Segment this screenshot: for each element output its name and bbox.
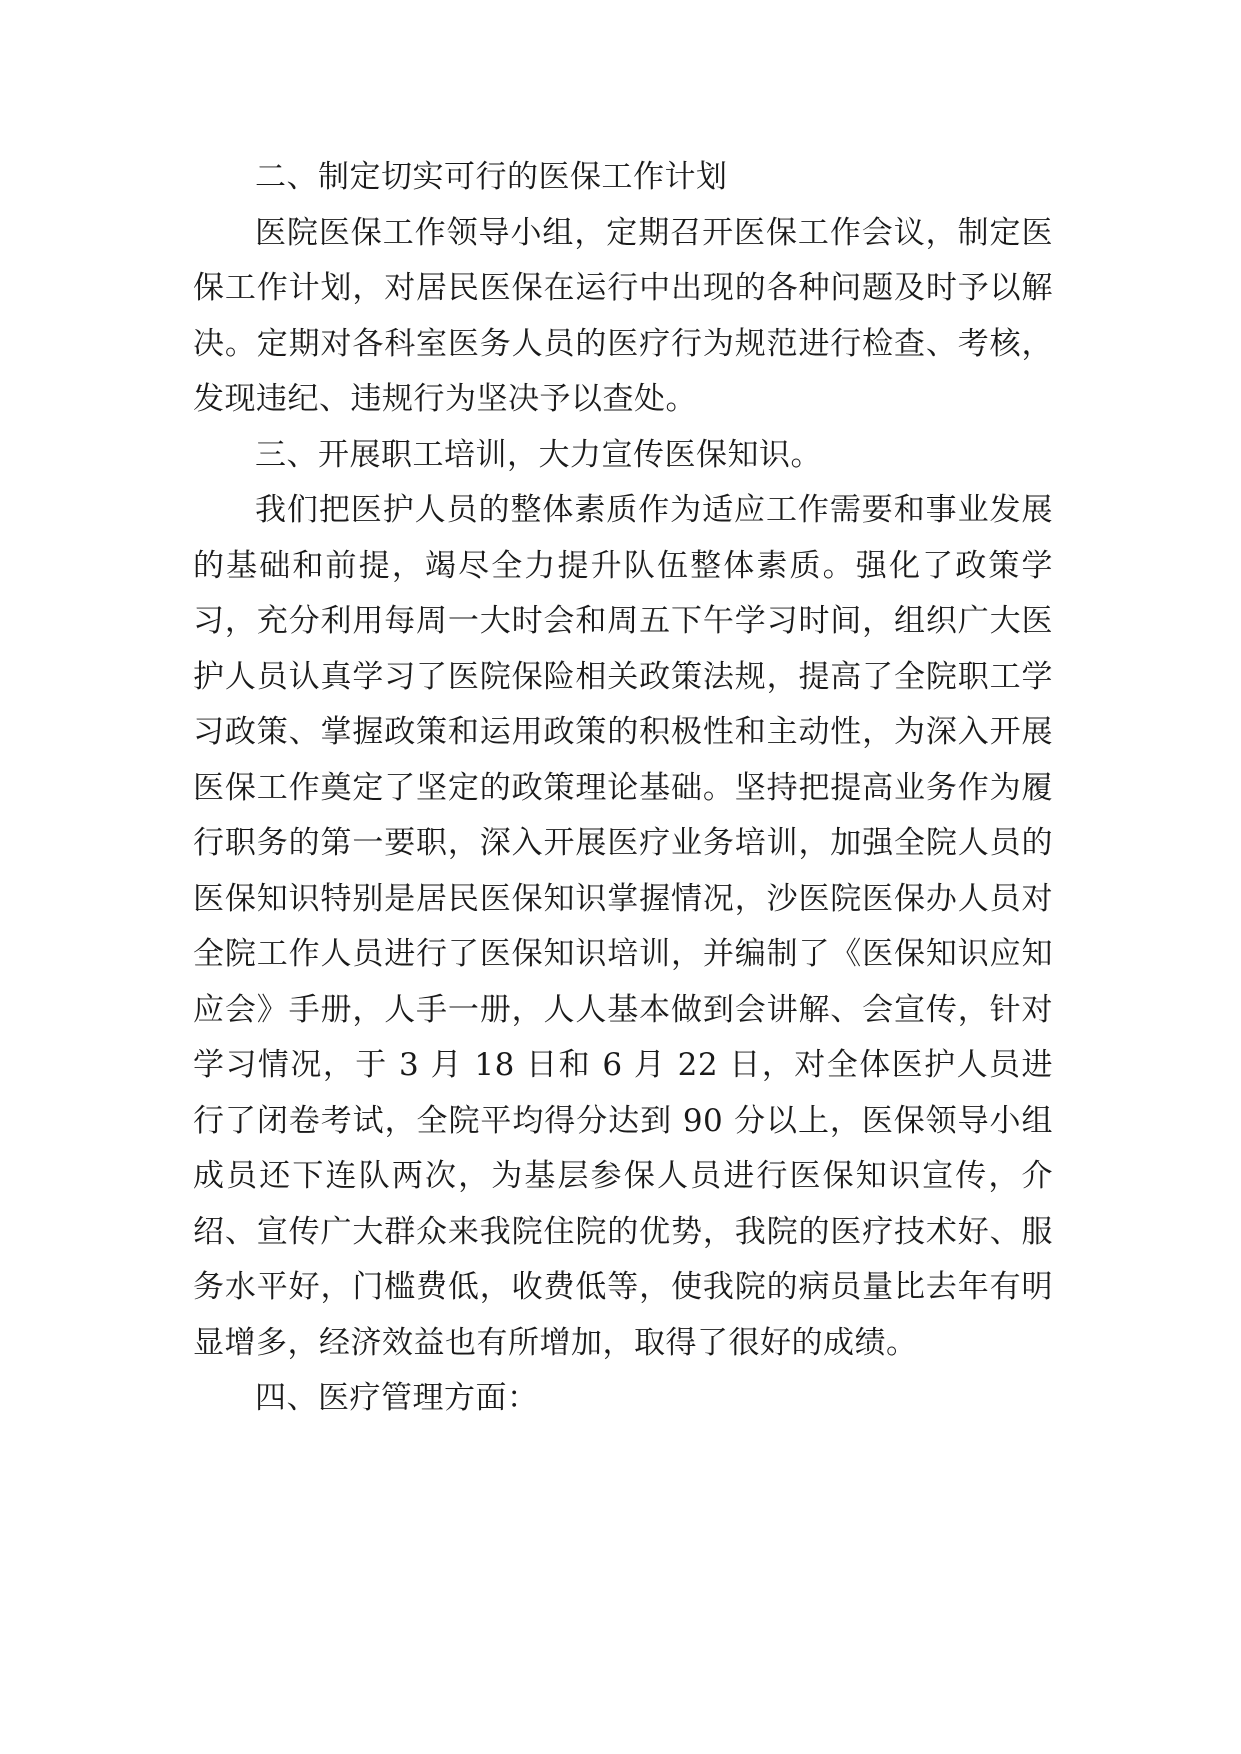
document-body [193,150,1053,1427]
section-heading-medical-management: 四、医疗管理方面： [255,1380,539,1416]
section-heading-plan: 二、制定切实可行的医保工作计划 [255,159,728,195]
paragraph-training: 我们把医护人员的整体素质作为适应工作需要和事业发展的基础和前提，竭尽全力提升队伍整体素质。强化了政策学习，充分利用每周一大时会和周五下午学习时间，组织广大医护人员认真学习了医院保险相关政策法规，提高了全院职工学习政策、掌握政策和运用政策的积极性和主动性，为深入开展医保工作奠定了坚定的政策理论基础。坚持把提高业务作为履行职务的第一要职，深入开展医疗业务培训，加强全院人员的医保知识特别是居民医保知识掌握情况，沙医院医保办人员对全院工作人员进行了医保知识培训，并编制了《医保知识应知应会》手册，人手一册，人人基本做到会讲解、会宣传，针对学习情况，于 3 月 18 日和 6 月 22 日，对全体医护人员进行了闭卷考试，全院平均得分达到 90 分以上，医保领导小组成员还下连队两次，为基层参保人员进行医保知识宣传，介绍、宣传广大群众来我院住院的优势，我院的医疗技术好、服务水平好，门槛费低，收费低等，使我院的病员量比去年有明显增多，经济效益也有所增加，取得了很好的成绩。 [193,492,1053,1361]
paragraph-plan: 医院医保工作领导小组，定期召开医保工作会议，制定医保工作计划，对居民医保在运行中出现的各种问题及时予以解决。定期对各科室医务人员的医疗行为规范进行检查、考核，发现违纪、违规行为坚决予以查处。 [193,214,1053,417]
section-heading-training: 三、开展职工培训，大力宣传医保知识。 [255,436,822,473]
